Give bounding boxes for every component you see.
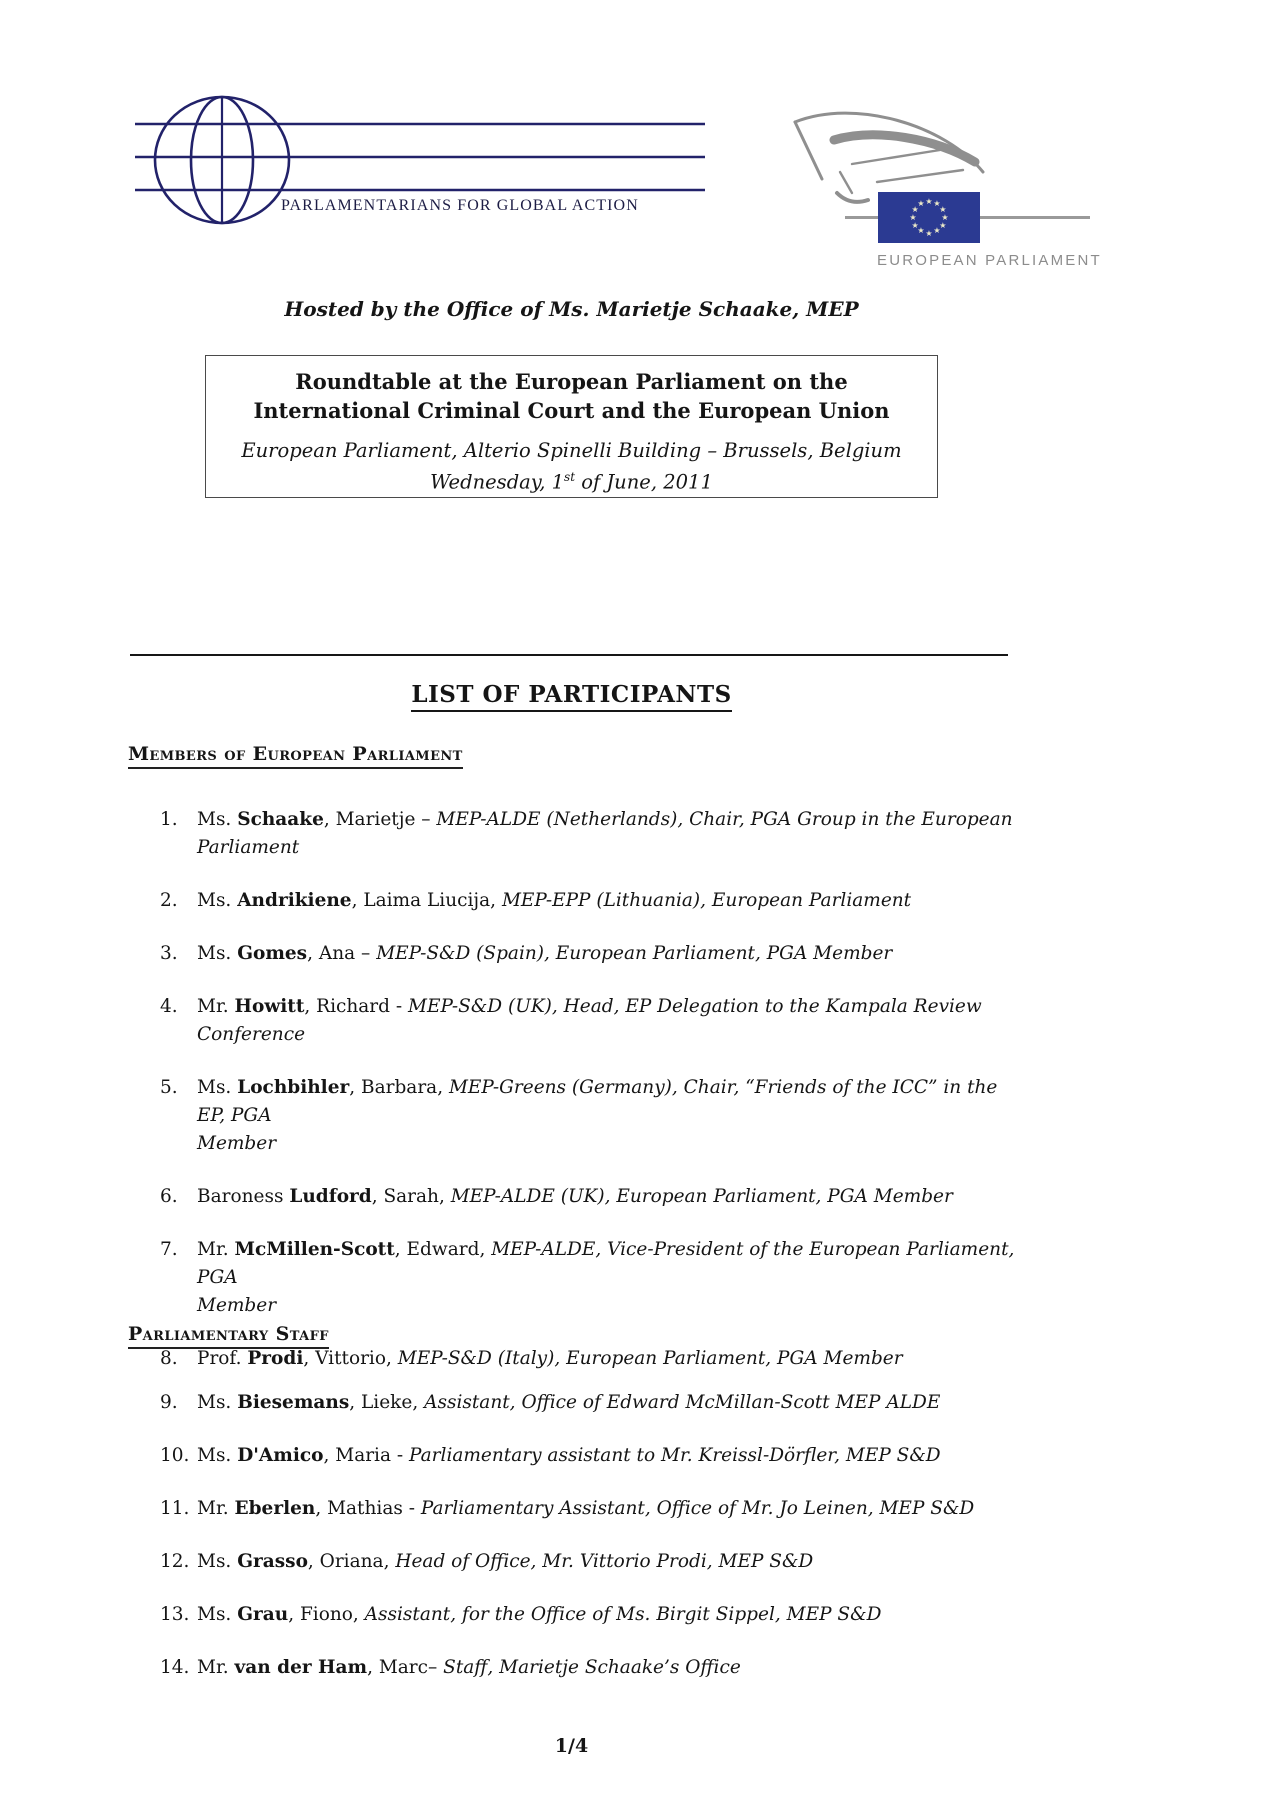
- participant-text: Mr. Howitt, Richard - MEP-S&D (UK), Head, EP Delegation to the Kampala Review Conference: [197, 996, 982, 1045]
- participant-role: MEP-S&D (Spain), European Parliament, PGA Member: [376, 943, 893, 964]
- participant-surname: Schaake: [237, 809, 324, 830]
- eu-star-icon: ★: [911, 204, 919, 214]
- participant-list: [128, 1389, 1015, 1682]
- event-title: Roundtable at the European Parliament on the International Criminal Court and the European Union: [253, 369, 890, 423]
- participant-text: Ms. D'Amico, Maria - Parliamentary assistant to Mr. Kreissl-Dörfler, MEP S&D: [197, 1445, 941, 1466]
- participant-surname: Biesemans: [237, 1392, 350, 1413]
- participant-text: Mr. Eberlen, Mathias - Parliamentary Assistant, Office of Mr. Jo Leinen, MEP S&D: [197, 1498, 975, 1519]
- participant-row: [160, 1495, 1015, 1523]
- participant-text: Ms. Andrikiene, Laima Liucija, MEP-EPP (Lithuania), European Parliament: [197, 890, 912, 911]
- participant-number: 5.: [160, 1077, 178, 1098]
- participant-surname: McMillen-Scott: [234, 1239, 395, 1260]
- participant-number: 13.: [160, 1604, 190, 1625]
- participant-role: MEP-ALDE (Netherlands), Chair, PGA Group in the European Parliament: [197, 809, 1013, 858]
- eu-star-icon: ★: [939, 204, 947, 214]
- participant-role: Staff, Marietje Schaake’s Office: [443, 1657, 741, 1678]
- participant-row: [160, 1548, 1015, 1576]
- participant-row: [160, 940, 1015, 968]
- horizontal-divider: [130, 654, 1008, 656]
- participant-role: MEP-S&D (UK), Head, EP Delegation to the Kampala Review Conference: [197, 996, 982, 1045]
- participant-number: 2.: [160, 890, 178, 911]
- participant-surname: van der Ham: [234, 1657, 368, 1678]
- event-date: Wednesday, 1st of June, 2011: [430, 470, 713, 494]
- eu-star-icon: ★: [925, 196, 933, 206]
- participant-row: [160, 1074, 1015, 1158]
- participant-role: Head of Office, Mr. Vittorio Prodi, MEP S&D: [395, 1551, 814, 1572]
- participant-role: MEP-S&D (Italy), European Parliament, PGA Member: [397, 1348, 903, 1369]
- participant-surname: Lochbihler: [237, 1077, 350, 1098]
- participant-role: Assistant, Office of Edward McMillan-Scott MEP ALDE: [424, 1392, 941, 1413]
- event-venue: European Parliament, Alterio Spinelli Building – Brussels, Belgium: [241, 439, 902, 462]
- participant-number: 11.: [160, 1498, 190, 1519]
- participant-number: 10.: [160, 1445, 190, 1466]
- participant-list: [128, 806, 1015, 1373]
- event-title-box: [205, 355, 938, 498]
- participant-text: Ms. Biesemans, Lieke, Assistant, Office of Edward McMillan-Scott MEP ALDE: [197, 1392, 941, 1413]
- participant-number: 7.: [160, 1239, 178, 1260]
- european-parliament-logo-label: EUROPEAN PARLIAMENT: [877, 252, 1102, 269]
- eu-star-icon: ★: [925, 228, 933, 238]
- section-heading: Parliamentary Staff: [128, 1322, 329, 1349]
- participant-number: 8.: [160, 1348, 178, 1369]
- participant-text: Prof. Prodi, Vittorio, MEP-S&D (Italy), European Parliament, PGA Member: [197, 1348, 903, 1369]
- participant-number: 6.: [160, 1186, 178, 1207]
- eu-star-icon: ★: [939, 220, 947, 230]
- participant-surname: Prodi: [247, 1348, 304, 1369]
- participant-number: 14.: [160, 1657, 190, 1678]
- participant-number: 12.: [160, 1551, 190, 1572]
- participant-row: [160, 1654, 1015, 1682]
- section-heading: Members of European Parliament: [128, 742, 463, 769]
- participant-role: Parliamentary assistant to Mr. Kreissl-Dörfler, MEP S&D: [409, 1445, 941, 1466]
- participant-row: [160, 806, 1015, 862]
- list-title-wrap: [128, 681, 1015, 712]
- participant-surname: Howitt: [234, 996, 305, 1017]
- page-number: 1/4: [554, 1735, 589, 1757]
- participant-text: Mr. McMillen-Scott, Edward, MEP-ALDE, Vice-President of the European Parliament, PGA Member: [197, 1239, 1015, 1316]
- eu-star-icon: ★: [941, 212, 949, 222]
- participant-row: [160, 1389, 1015, 1417]
- participant-role: MEP-Greens (Germany), Chair, “Friends of the ICC” in the EP, PGA Member: [197, 1077, 998, 1154]
- participant-role: MEP-ALDE (UK), European Parliament, PGA Member: [450, 1186, 953, 1207]
- eu-star-icon: ★: [911, 220, 919, 230]
- eu-star-icon: ★: [933, 198, 941, 208]
- participant-role: Assistant, for the Office of Ms. Birgit Sippel, MEP S&D: [364, 1604, 882, 1625]
- participant-text: Ms. Lochbihler, Barbara, MEP-Greens (Germany), Chair, “Friends of the ICC” in the EP, PGA Member: [197, 1077, 998, 1154]
- participant-row: [160, 887, 1015, 915]
- participant-text: Ms. Grau, Fiono, Assistant, for the Office of Ms. Birgit Sippel, MEP S&D: [197, 1604, 882, 1625]
- section-members-of-european-parliament: [128, 742, 1015, 1398]
- eu-star-icon: ★: [933, 226, 941, 236]
- section-parliamentary-staff: [128, 1322, 1015, 1707]
- participant-number: 9.: [160, 1392, 178, 1413]
- participant-surname: D'Amico: [237, 1445, 324, 1466]
- participant-text: Baroness Ludford, Sarah, MEP-ALDE (UK), European Parliament, PGA Member: [197, 1186, 953, 1207]
- participant-surname: Andrikiene: [237, 890, 352, 911]
- participant-surname: Eberlen: [234, 1498, 316, 1519]
- participant-row: [160, 993, 1015, 1049]
- participant-surname: Grau: [237, 1604, 289, 1625]
- participant-row: [160, 1183, 1015, 1211]
- participant-row: [160, 1442, 1015, 1470]
- participant-role: MEP-ALDE, Vice-President of the European Parliament, PGA Member: [197, 1239, 1015, 1316]
- eu-star-icon: ★: [917, 198, 925, 208]
- participant-number: 3.: [160, 943, 178, 964]
- participant-text: Ms. Grasso, Oriana, Head of Office, Mr. Vittorio Prodi, MEP S&D: [197, 1551, 814, 1572]
- participant-role: Parliamentary Assistant, Office of Mr. Jo Leinen, MEP S&D: [420, 1498, 975, 1519]
- participant-text: Ms. Schaake, Marietje – MEP-ALDE (Netherlands), Chair, PGA Group in the European Parliament: [197, 809, 1013, 858]
- eu-star-icon: ★: [917, 226, 925, 236]
- participant-row: [160, 1601, 1015, 1629]
- list-title: LIST OF PARTICIPANTS: [411, 681, 731, 712]
- participant-surname: Ludford: [289, 1186, 372, 1207]
- participant-number: 4.: [160, 996, 178, 1017]
- ordinal-suffix: st: [564, 470, 576, 484]
- participant-surname: Gomes: [237, 943, 308, 964]
- participant-text: Mr. van der Ham, Marc– Staff, Marietje Schaake’s Office: [197, 1657, 741, 1678]
- eu-flag-icon: [878, 192, 980, 243]
- participant-row: [160, 1236, 1015, 1320]
- participant-number: 1.: [160, 809, 178, 830]
- participant-surname: Grasso: [237, 1551, 308, 1572]
- pga-logo-label: PARLAMENTARIANS FOR GLOBAL ACTION: [281, 197, 639, 214]
- participant-text: Ms. Gomes, Ana – MEP-S&D (Spain), European Parliament, PGA Member: [197, 943, 893, 964]
- participant-role: MEP-EPP (Lithuania), European Parliament: [501, 890, 912, 911]
- eu-star-icon: ★: [909, 212, 917, 222]
- hosted-by-line: Hosted by the Office of Ms. Marietje Schaake, MEP: [284, 297, 859, 321]
